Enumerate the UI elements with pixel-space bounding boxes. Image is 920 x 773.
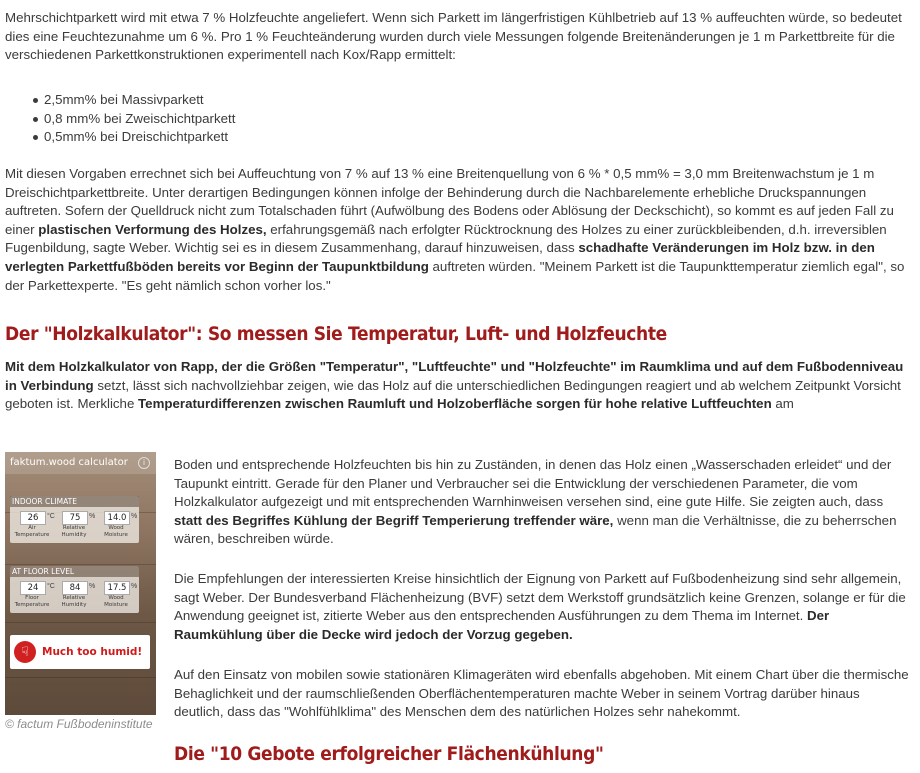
text-span: auftreten würden. "Meinem Parkett ist die Taupunkttemperatur ziemlich egal", so der Parkettexperte. "Es geht nämlich schon vorher los." <box>5 258 905 293</box>
unit-label: °C <box>47 513 55 520</box>
text-span: am <box>771 396 794 412</box>
calculator-figure <box>5 452 156 733</box>
unit-label: % <box>131 583 138 590</box>
body-paragraph <box>174 570 910 644</box>
relative-humidity-value: 75 <box>62 511 88 525</box>
text-span: wenn man die Verhältnisse, die zu beherrschen wären, beschreiben würde. <box>174 512 897 547</box>
caption-label: Wood Moisture <box>104 595 128 608</box>
indoor-climate-panel <box>10 496 139 543</box>
unit-label: °C <box>47 583 55 590</box>
panel-label: AT FLOOR LEVEL <box>10 566 139 577</box>
intro-section <box>5 9 910 65</box>
bold-span: Der Raumkühlung über die Decke wird jedoch der Vorzug gegeben. <box>174 608 830 642</box>
wood-moisture-value: 14.0 <box>104 511 130 525</box>
caption-label: Air Temperature <box>14 525 50 538</box>
text-span: Boden und entsprechende Holzfeuchten bis hin zu Zuständen, in denen das Holz einen „Wasserschaden erleidet“ und der Taupunkt eintritt. Gerade für den Planer und Verbraucher sei die Entwicklung der verschiedenen Parameter, die vom Holzkalkulator aufgezeigt und mit entsprechenden Warnhinweisen versehen sind, eine gute Hilfe. Sie zeigten auch, dass <box>174 457 892 510</box>
thumbs-down-icon: ☟ <box>14 641 36 663</box>
section-heading: Der "Holzkalkulator": So messen Sie Temperatur, Luft- und Holzfeuchte <box>5 323 667 345</box>
text-span: Mit diesen Vorgaben errechnet sich bei Auffeuchtung von 7 % auf 13 % eine Breitenquellung von 6 % * 0,5 mm% = 3,0 mm Breitenwachstum je 1 m Dreischichtparkettbreite. Unter derartigen Bedingungen können infolge der Behinderung durch die Nachbarelemente erhebliche Druckspannungen auftreten. Sofern der Quelldruck nicht zum Totalschaden führt (Aufwölbung des Bodens oder Ablösung der Deckschicht), so kommt es auf jeden Fall zu einer <box>5 166 894 237</box>
caption-label: Floor Temperature <box>14 595 50 608</box>
paragraph-section <box>174 570 910 644</box>
bold-span: Mit dem Holzkalkulator von Rapp, der die Größen "Temperatur", "Luftfeuchte" und "Holzfeuchte" im Raumklima und auf dem Fußbodenniveau in Verbindung <box>5 359 904 393</box>
text-span: setzt, lässt sich nachvollziehbar zeigen, wie das Holz auf die unterschiedlichen Bedingungen reagiert und ab welchem Zeitpunkt Vorsicht geboten ist. Merkliche <box>5 377 901 412</box>
unit-label: % <box>89 513 96 520</box>
panel-label: INDOOR CLIMATE <box>10 496 139 507</box>
text-span: Die Empfehlungen der interessierten Kreise hinsichtlich der Eignung von Parkett auf Fußbodenheizung sind sehr allgemein, sagt Weber. Der Bundesverband Flächenheizung (BVF) setzt dem Werkstoff grundsätzlich keine Grenzen, solange er für die Anwendung geeignet ist, zitierte Weber aus den entsprechenden Ausführungen zu dem Thema im Internet. <box>174 571 906 624</box>
floor-temperature-value: 24 <box>20 581 46 595</box>
list-item: 0,8 mm% bei Zweischichtparkett <box>5 110 910 129</box>
app-title: faktum.wood calculator <box>5 452 156 474</box>
info-icon: i <box>138 457 150 469</box>
text-span: erfahrungsgemäß nach erfolgter Rücktrocknung des Holzes zu einer zurückbleibenden, d.h. irreversiblen Fugenbildung, sagte Weber. Wichtig sei es in diesem Zusammenhang, darauf hinzuweisen, dass <box>5 221 887 256</box>
caption-label: Relative Humidity <box>61 525 87 538</box>
unit-label: % <box>89 583 96 590</box>
bullet-list <box>5 91 910 147</box>
caption-label: Wood Moisture <box>104 525 128 538</box>
relative-humidity-value: 84 <box>62 581 88 595</box>
wood-moisture-value: 17.5 <box>104 581 130 595</box>
body-paragraph <box>5 358 910 414</box>
list-item: 2,5mm% bei Massivparkett <box>5 91 910 110</box>
intro-paragraph: Mehrschichtparkett wird mit etwa 7 % Holzfeuchte angeliefert. Wenn sich Parkett im längerfristigen Kühlbetrieb auf 13 % auffeuchten würde, so bedeutet dies eine Feuchtezunahme um 6 %. Pro 1 % Feuchteänderung wurden durch viele Messungen folgende Breitenänderungen je 1 m Parkettbreite für die verschiedenen Parkettkonstruktionen experimentell nach Kox/Rapp ermittelt: <box>5 10 902 63</box>
section-heading-container <box>5 322 910 346</box>
list-item: 0,5mm% bei Dreischichtparkett <box>5 128 910 147</box>
bold-span: plastischen Verformung des Holzes, <box>38 221 267 237</box>
calculator-app-image <box>5 452 156 715</box>
body-paragraph <box>5 165 910 295</box>
warning-text: Much too humid! <box>42 646 143 658</box>
paragraph-section <box>5 358 910 414</box>
body-paragraph <box>174 456 910 549</box>
paragraph-section <box>174 456 910 549</box>
body-paragraph: Auf den Einsatz von mobilen sowie stationären Klimageräten wird ebenfalls abgehoben. Mit einem Chart über die thermische Behaglichkeit und der raumschließenden Oberflächentemperaturen machte Weber in seinem Vortrag darüber hinaus deutlich, dass das "Wohlfühlklima" des Menschen dem des natürlichen Holzes sehr nahekommt. <box>174 667 909 720</box>
warning-banner <box>10 635 150 669</box>
section-heading: Die "10 Gebote erfolgreicher Flächenkühlung" <box>174 743 604 765</box>
image-credit: © factum Fußbodeninstitute <box>5 717 153 731</box>
bold-span: Temperaturdifferenzen zwischen Raumluft und Holzoberfläche sorgen für hohe relative Luftfeuchten <box>138 396 772 412</box>
paragraph-section <box>5 165 910 295</box>
floor-level-panel <box>10 566 139 613</box>
caption-label: Relative Humidity <box>61 595 87 608</box>
section-heading-container <box>174 742 910 766</box>
bullet-list-section <box>5 91 910 147</box>
bold-span: schadhafte Veränderungen im Holz bzw. in den verlegten Parkettfußböden bereits vor Beginn der Taupunktbildung <box>5 240 875 274</box>
bold-span: statt des Begriffes Kühlung der Begriff Temperierung treffender wäre, <box>174 512 614 528</box>
unit-label: % <box>131 513 138 520</box>
paragraph-section <box>174 666 910 722</box>
air-temperature-value: 26 <box>20 511 46 525</box>
